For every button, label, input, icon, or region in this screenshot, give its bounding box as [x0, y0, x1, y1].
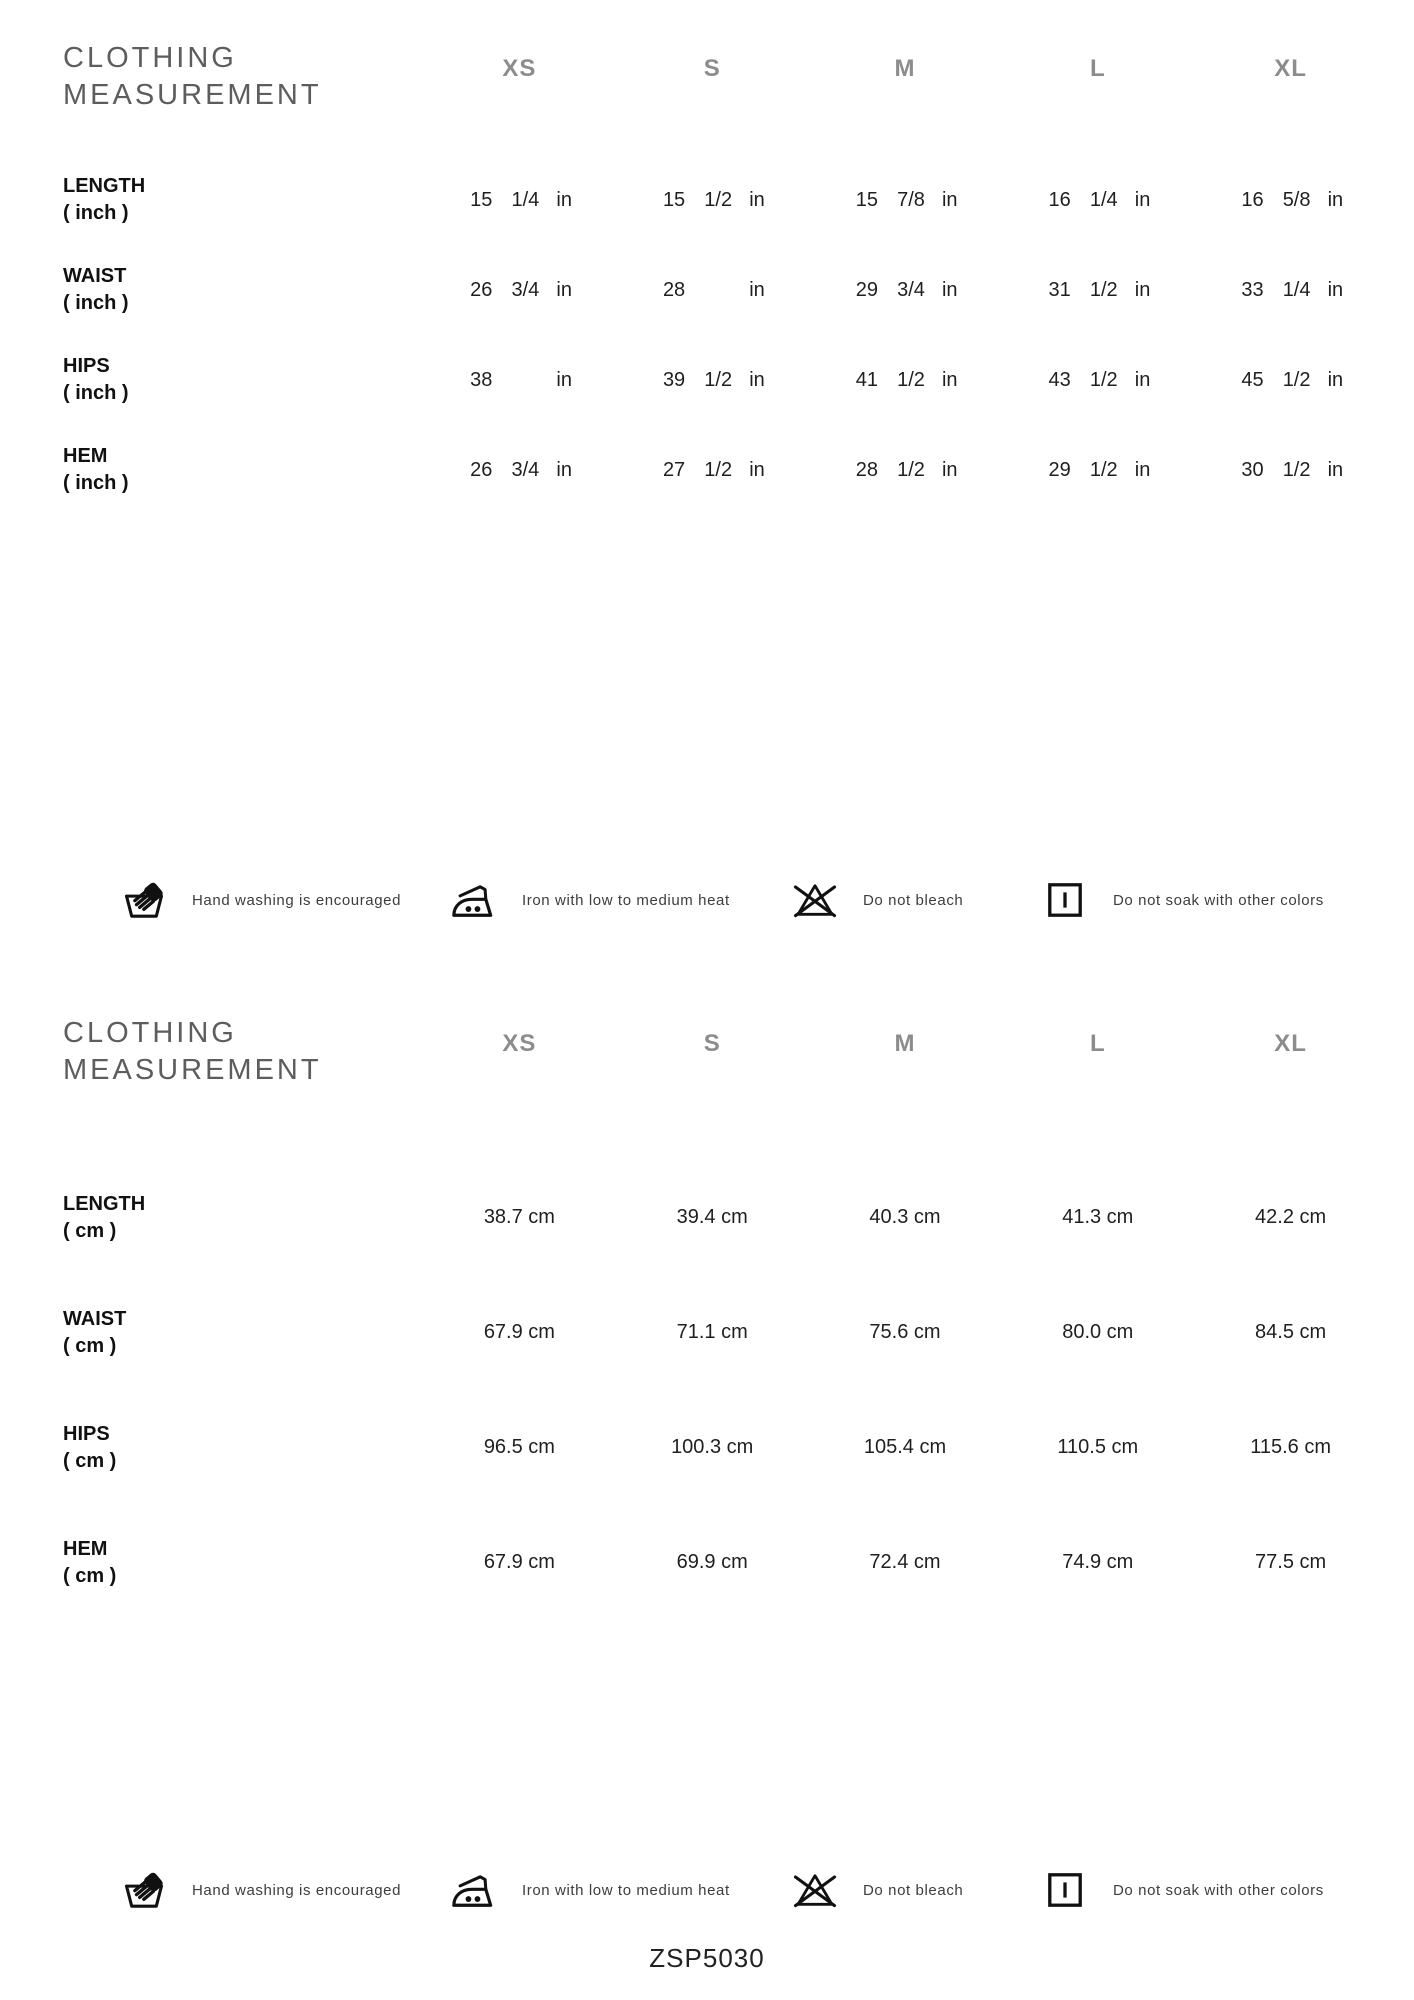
- value-cell: [1001, 279, 1194, 302]
- value-fraction: 1/4: [1089, 188, 1118, 211]
- care-item-do-not-soak: [1039, 1855, 1324, 1925]
- value-unit: in: [749, 458, 765, 481]
- value-fraction: 1/2: [704, 368, 733, 391]
- iron-low-medium-heat-icon: [448, 1870, 500, 1910]
- value-fraction: 1/2: [1089, 458, 1118, 481]
- size-header-l: L: [1089, 1030, 1106, 1057]
- row-name: LENGTH: [63, 175, 146, 197]
- care-instructions-row: [0, 1855, 1414, 1925]
- value-fraction: 3/4: [511, 278, 540, 301]
- value-whole: 45: [1241, 368, 1264, 391]
- size-header-s: S: [703, 55, 721, 82]
- care-label: Hand washing is encouraged: [192, 1881, 402, 1899]
- value-whole: 43: [1048, 368, 1071, 391]
- value-unit: in: [1327, 368, 1344, 391]
- value-cell: 71.1 cm: [676, 1321, 748, 1343]
- title-line-2: MEASUREMENT: [63, 1054, 322, 1086]
- value-cell: 77.5 cm: [1255, 1551, 1327, 1573]
- do-not-bleach-icon: [789, 1869, 841, 1911]
- value-cell: [423, 189, 616, 212]
- row-label: [63, 443, 423, 497]
- value-cell: [809, 459, 1002, 482]
- value-whole: 33: [1241, 278, 1264, 301]
- size-header-m: M: [894, 55, 916, 82]
- value-cell: [1194, 369, 1387, 392]
- value-unit: in: [1134, 278, 1151, 301]
- title-line-1: CLOTHING: [63, 1017, 237, 1049]
- value-fraction: 1/2: [1089, 368, 1118, 391]
- value-unit: in: [556, 458, 572, 481]
- care-item-do-not-bleach: [789, 1855, 963, 1925]
- row-name: HIPS: [63, 355, 110, 377]
- value-cell: [616, 189, 809, 212]
- size-header-s: S: [703, 1030, 721, 1057]
- row-name: HEM: [63, 445, 108, 467]
- row-unit: ( inch ): [63, 292, 129, 314]
- value-unit: in: [749, 368, 765, 391]
- value-whole: 28: [855, 458, 878, 481]
- value-cell: [423, 459, 616, 482]
- size-header-xs: XS: [502, 55, 537, 82]
- do-not-soak-icon: [1039, 879, 1091, 921]
- row-unit: ( inch ): [63, 382, 129, 404]
- row-label: [63, 1191, 423, 1245]
- value-cell: [1001, 459, 1194, 482]
- care-label: Do not soak with other colors: [1113, 1881, 1324, 1899]
- value-whole: 26: [470, 278, 493, 301]
- value-unit: in: [1134, 188, 1151, 211]
- measurement-row-length-cm: [63, 1160, 1387, 1275]
- care-item-do-not-bleach: [789, 865, 963, 935]
- value-cell: [809, 279, 1002, 302]
- value-whole: 26: [470, 458, 493, 481]
- value-cell: 96.5 cm: [483, 1436, 555, 1458]
- title-line-2: MEASUREMENT: [63, 79, 322, 111]
- value-fraction: 1/2: [1282, 458, 1311, 481]
- value-fraction: 1/4: [1282, 278, 1311, 301]
- value-cell: 75.6 cm: [869, 1321, 941, 1343]
- value-cell: 38.7 cm: [483, 1206, 555, 1228]
- care-item-hand-wash: [118, 865, 401, 935]
- row-label: [63, 263, 423, 317]
- value-whole: 31: [1048, 278, 1071, 301]
- value-unit: in: [1327, 278, 1344, 301]
- care-item-do-not-soak: [1039, 865, 1324, 935]
- value-fraction: 3/4: [511, 458, 540, 481]
- value-cell: [809, 369, 1002, 392]
- value-cell: 100.3 cm: [671, 1436, 754, 1458]
- value-cell: 84.5 cm: [1255, 1321, 1327, 1343]
- measurement-row-hips-cm: [63, 1390, 1387, 1505]
- value-whole: 15: [855, 188, 878, 211]
- value-whole: 29: [1048, 458, 1071, 481]
- value-cell: 115.6 cm: [1250, 1436, 1331, 1458]
- value-cell: [1001, 369, 1194, 392]
- do-not-bleach-icon: [789, 879, 841, 921]
- measurement-row-hips-inch: [63, 335, 1387, 425]
- row-name: WAIST: [63, 265, 127, 287]
- value-whole: 15: [662, 188, 686, 211]
- care-label: Iron with low to medium heat: [522, 1881, 730, 1899]
- measurement-row-waist-inch: [63, 245, 1387, 335]
- size-header-m: M: [894, 1030, 916, 1057]
- value-unit: in: [556, 368, 572, 391]
- hand-wash-icon: [118, 877, 170, 923]
- value-cell: 67.9 cm: [483, 1321, 555, 1343]
- measurement-row-hem-inch: [63, 425, 1387, 515]
- value-unit: in: [749, 278, 765, 301]
- value-fraction: 1/2: [897, 458, 925, 481]
- value-whole: 15: [470, 188, 493, 211]
- page-title: [63, 40, 423, 155]
- value-cell: [1194, 459, 1387, 482]
- care-item-iron: [448, 1855, 730, 1925]
- value-cell: [1194, 189, 1387, 212]
- do-not-soak-icon: [1039, 1869, 1091, 1911]
- value-cell: [1194, 279, 1387, 302]
- value-whole: 38: [470, 368, 493, 391]
- value-unit: in: [941, 368, 958, 391]
- value-whole: 16: [1241, 188, 1264, 211]
- size-chart-inch-section: [0, 0, 1414, 935]
- value-whole: 16: [1048, 188, 1071, 211]
- size-header-xs: XS: [502, 1030, 537, 1057]
- row-name: WAIST: [63, 1307, 127, 1330]
- product-code: ZSP5030: [649, 1943, 765, 1973]
- value-whole: 30: [1241, 458, 1264, 481]
- value-whole: 39: [662, 368, 686, 391]
- value-cell: 39.4 cm: [676, 1206, 748, 1228]
- value-cell: 42.2 cm: [1255, 1206, 1327, 1228]
- value-unit: in: [556, 278, 572, 301]
- care-item-hand-wash: [118, 1855, 401, 1925]
- value-cell: 110.5 cm: [1057, 1436, 1139, 1458]
- value-unit: in: [1327, 458, 1344, 481]
- care-instructions-row: [0, 865, 1414, 935]
- size-header-xl: XL: [1274, 1030, 1307, 1057]
- value-cell: [616, 279, 809, 302]
- value-cell: [423, 369, 616, 392]
- page-title: [63, 1015, 423, 1130]
- header-row: [63, 0, 1387, 155]
- value-unit: in: [1327, 188, 1344, 211]
- value-cell: 80.0 cm: [1062, 1321, 1134, 1343]
- value-unit: in: [1134, 368, 1151, 391]
- value-fraction: 1/2: [704, 188, 733, 211]
- row-name: LENGTH: [63, 1192, 146, 1215]
- care-label: Hand washing is encouraged: [192, 891, 402, 909]
- row-label: [63, 353, 423, 407]
- title-line-1: CLOTHING: [63, 42, 237, 74]
- care-label: Iron with low to medium heat: [522, 891, 730, 909]
- size-header-xl: XL: [1274, 55, 1307, 82]
- header-row: [63, 935, 1387, 1130]
- value-cell: 67.9 cm: [483, 1551, 555, 1573]
- value-cell: [809, 189, 1002, 212]
- size-header-l: L: [1089, 55, 1106, 82]
- value-cell: [616, 459, 809, 482]
- value-cell: 74.9 cm: [1062, 1551, 1134, 1573]
- value-fraction: 3/4: [897, 278, 925, 301]
- value-fraction: 1/2: [897, 368, 925, 391]
- value-fraction: 5/8: [1282, 188, 1311, 211]
- value-fraction: 1/4: [511, 188, 540, 211]
- care-label: Do not bleach: [863, 891, 964, 909]
- value-unit: in: [556, 188, 572, 211]
- care-label: Do not bleach: [863, 1881, 964, 1899]
- row-label: [63, 1421, 423, 1475]
- row-unit: ( cm ): [63, 1564, 117, 1587]
- value-fraction: 1/2: [704, 458, 733, 481]
- care-label: Do not soak with other colors: [1113, 891, 1324, 909]
- measurement-row-hem-cm: [63, 1505, 1387, 1620]
- row-label: [63, 1536, 423, 1590]
- value-whole: 29: [855, 278, 878, 301]
- row-unit: ( cm ): [63, 1219, 117, 1242]
- value-cell: 105.4 cm: [863, 1436, 947, 1458]
- value-fraction: 1/2: [1089, 278, 1118, 301]
- row-unit: ( cm ): [63, 1334, 117, 1357]
- value-unit: in: [1134, 458, 1151, 481]
- iron-low-medium-heat-icon: [448, 880, 500, 920]
- row-unit: ( inch ): [63, 202, 129, 224]
- measurement-row-waist-cm: [63, 1275, 1387, 1390]
- value-cell: 40.3 cm: [869, 1206, 941, 1228]
- row-unit: ( cm ): [63, 1449, 117, 1472]
- hand-wash-icon: [118, 1867, 170, 1913]
- size-chart-cm-section: [0, 935, 1414, 1974]
- value-fraction: 1/2: [1282, 368, 1311, 391]
- value-cell: [1001, 189, 1194, 212]
- value-whole: 28: [662, 278, 686, 301]
- value-whole: 27: [662, 458, 686, 481]
- value-unit: in: [941, 458, 958, 481]
- row-name: HIPS: [63, 1422, 110, 1445]
- row-label: [63, 1306, 423, 1360]
- value-cell: 72.4 cm: [869, 1551, 941, 1573]
- care-item-iron: [448, 865, 730, 935]
- value-fraction: 7/8: [897, 188, 925, 211]
- value-unit: in: [941, 188, 958, 211]
- measurement-row-length-inch: [63, 155, 1387, 245]
- value-whole: 41: [855, 368, 878, 391]
- value-cell: [423, 279, 616, 302]
- value-unit: in: [749, 188, 765, 211]
- value-cell: 69.9 cm: [676, 1551, 748, 1573]
- value-cell: [616, 369, 809, 392]
- value-unit: in: [941, 278, 958, 301]
- value-cell: 41.3 cm: [1062, 1206, 1134, 1228]
- row-label: [63, 173, 423, 227]
- row-unit: ( inch ): [63, 472, 129, 494]
- row-name: HEM: [63, 1537, 108, 1560]
